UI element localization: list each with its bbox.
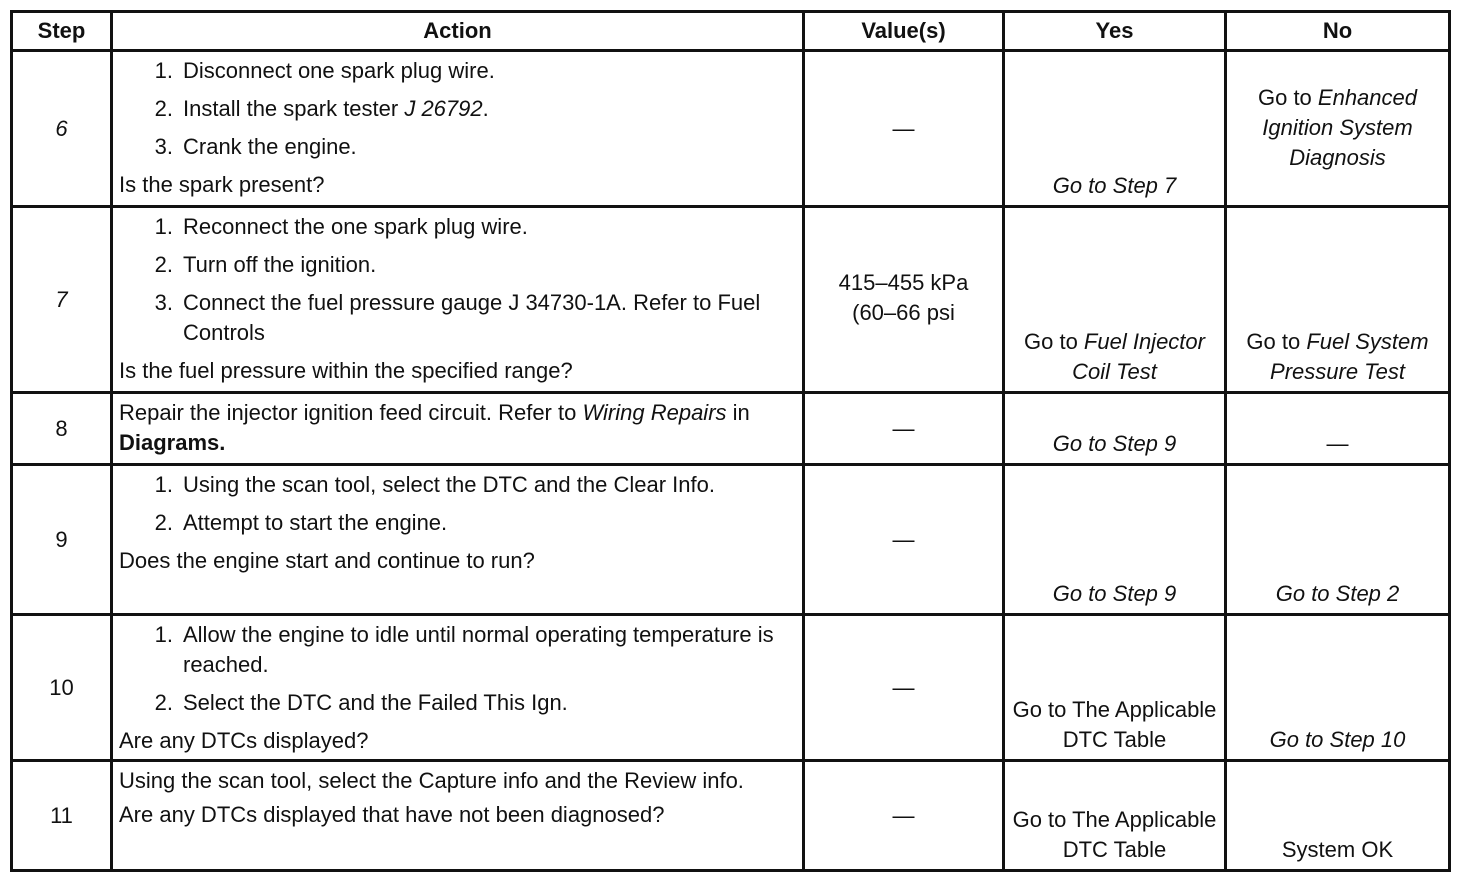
action-steps [119,56,796,162]
step-index: 2. [154,510,173,535]
action-steps [119,620,796,718]
action-question: Is the fuel pressure within the specified range? [119,358,573,383]
header-action: Action [112,12,804,51]
value-kpa: 415–455 kPa [838,270,969,295]
action-steps [119,212,796,348]
action-question: Is the spark present? [119,172,325,197]
action-cell [112,615,804,761]
table-row [12,207,1450,393]
header-no: No [1226,12,1450,51]
step-index: 3. [154,134,173,159]
wiring-reference: Wiring Repairs [582,400,727,425]
step-text: Attempt to start the engine. [183,510,448,535]
header-values: Value(s) [804,12,1004,51]
step-index: 2. [154,96,173,121]
value-cell [804,207,1004,393]
action-step [119,620,796,680]
table-row [12,51,1450,207]
step-number: 8 [12,393,112,465]
step-text: Disconnect one spark plug wire. [183,58,495,83]
yes-cell: Go to Step 9 [1004,465,1226,615]
no-reference: Fuel System Pressure Test [1270,329,1429,384]
step-index: 1. [154,58,173,83]
action-step [119,288,796,348]
action-step [119,688,796,718]
action-step [119,94,796,124]
no-cell: — [1226,393,1450,465]
no-text: Go to [1257,84,1318,110]
step-index: 2. [154,690,173,715]
action-cell [112,393,804,465]
step-text [183,94,796,124]
step-number: 9 [12,465,112,615]
action-cell [112,207,804,393]
step-text: Turn off the ignition. [183,252,377,277]
action-cell [112,761,804,871]
action-step [119,132,796,162]
step-index: 3. [154,290,173,315]
action-question: Does the engine start and continue to run? [119,548,535,573]
no-cell: System OK [1226,761,1450,871]
no-cell: Go to Step 2 [1226,465,1450,615]
step-number: 7 [12,207,112,393]
action-text: in [726,400,750,425]
step-text: Using the scan tool, select the DTC and the Clear Info. [183,472,715,497]
action-step [119,470,796,500]
step-text-part: . [482,96,489,121]
action-question: Are any DTCs displayed that have not been diagnosed? [119,802,665,827]
diagnostic-table [10,10,1451,872]
table-row [12,393,1450,465]
value-cell: — [804,51,1004,207]
step-text: Allow the engine to idle until normal operating temperature is reached. [183,622,774,677]
action-step [119,508,796,538]
step-number: 11 [12,761,112,871]
no-cell: Go to Step 10 [1226,615,1450,761]
step-text-part: Install the spark tester [183,96,405,121]
step-text: Select the DTC and the Failed This Ign. [183,690,568,715]
yes-cell: Go to The Applicable DTC Table [1004,615,1226,761]
step-number: 6 [12,51,112,207]
step-number: 10 [12,615,112,761]
no-cell [1226,207,1450,393]
step-text: Crank the engine. [183,134,357,159]
yes-reference: Fuel Injector Coil Test [1072,329,1205,384]
action-step [119,56,796,86]
step-index: 2. [154,252,173,277]
step-index: 1. [154,214,173,239]
tool-reference: J 26792 [404,96,483,121]
yes-cell: Go to The Applicable DTC Table [1004,761,1226,871]
table-row [12,615,1450,761]
no-text: Go to [1246,329,1307,354]
value-cell: — [804,465,1004,615]
no-reference: Enhanced Ignition System Diagnosis [1262,84,1417,170]
table-row [12,465,1450,615]
header-step: Step [12,12,112,51]
step-text: Connect the fuel pressure gauge J 34730-1A. Refer to Fuel Controls [183,290,761,345]
header-yes: Yes [1004,12,1226,51]
no-cell [1226,51,1450,207]
diagnostic-table-page [10,10,1448,868]
action-text: Repair the injector ignition feed circuit. Refer to [119,400,583,425]
step-index: 1. [154,472,173,497]
action-step [119,212,796,242]
action-question: Are any DTCs displayed? [119,728,369,753]
yes-cell: Go to Step 9 [1004,393,1226,465]
value-cell: — [804,761,1004,871]
action-step [119,250,796,280]
yes-cell [1004,207,1226,393]
yes-text: Go to [1024,329,1084,354]
table-header [12,12,1450,51]
step-text: Reconnect the one spark plug wire. [183,214,528,239]
table-row [12,761,1450,871]
diagrams-reference: Diagrams. [119,430,226,455]
value-cell: — [804,393,1004,465]
action-text: Using the scan tool, select the Capture info and the Review info. [119,768,744,793]
step-index: 1. [154,622,173,647]
action-cell [112,51,804,207]
action-cell [112,465,804,615]
action-steps [119,470,796,538]
value-cell: — [804,615,1004,761]
yes-cell: Go to Step 7 [1004,51,1226,207]
value-psi: (60–66 psi [852,300,955,325]
